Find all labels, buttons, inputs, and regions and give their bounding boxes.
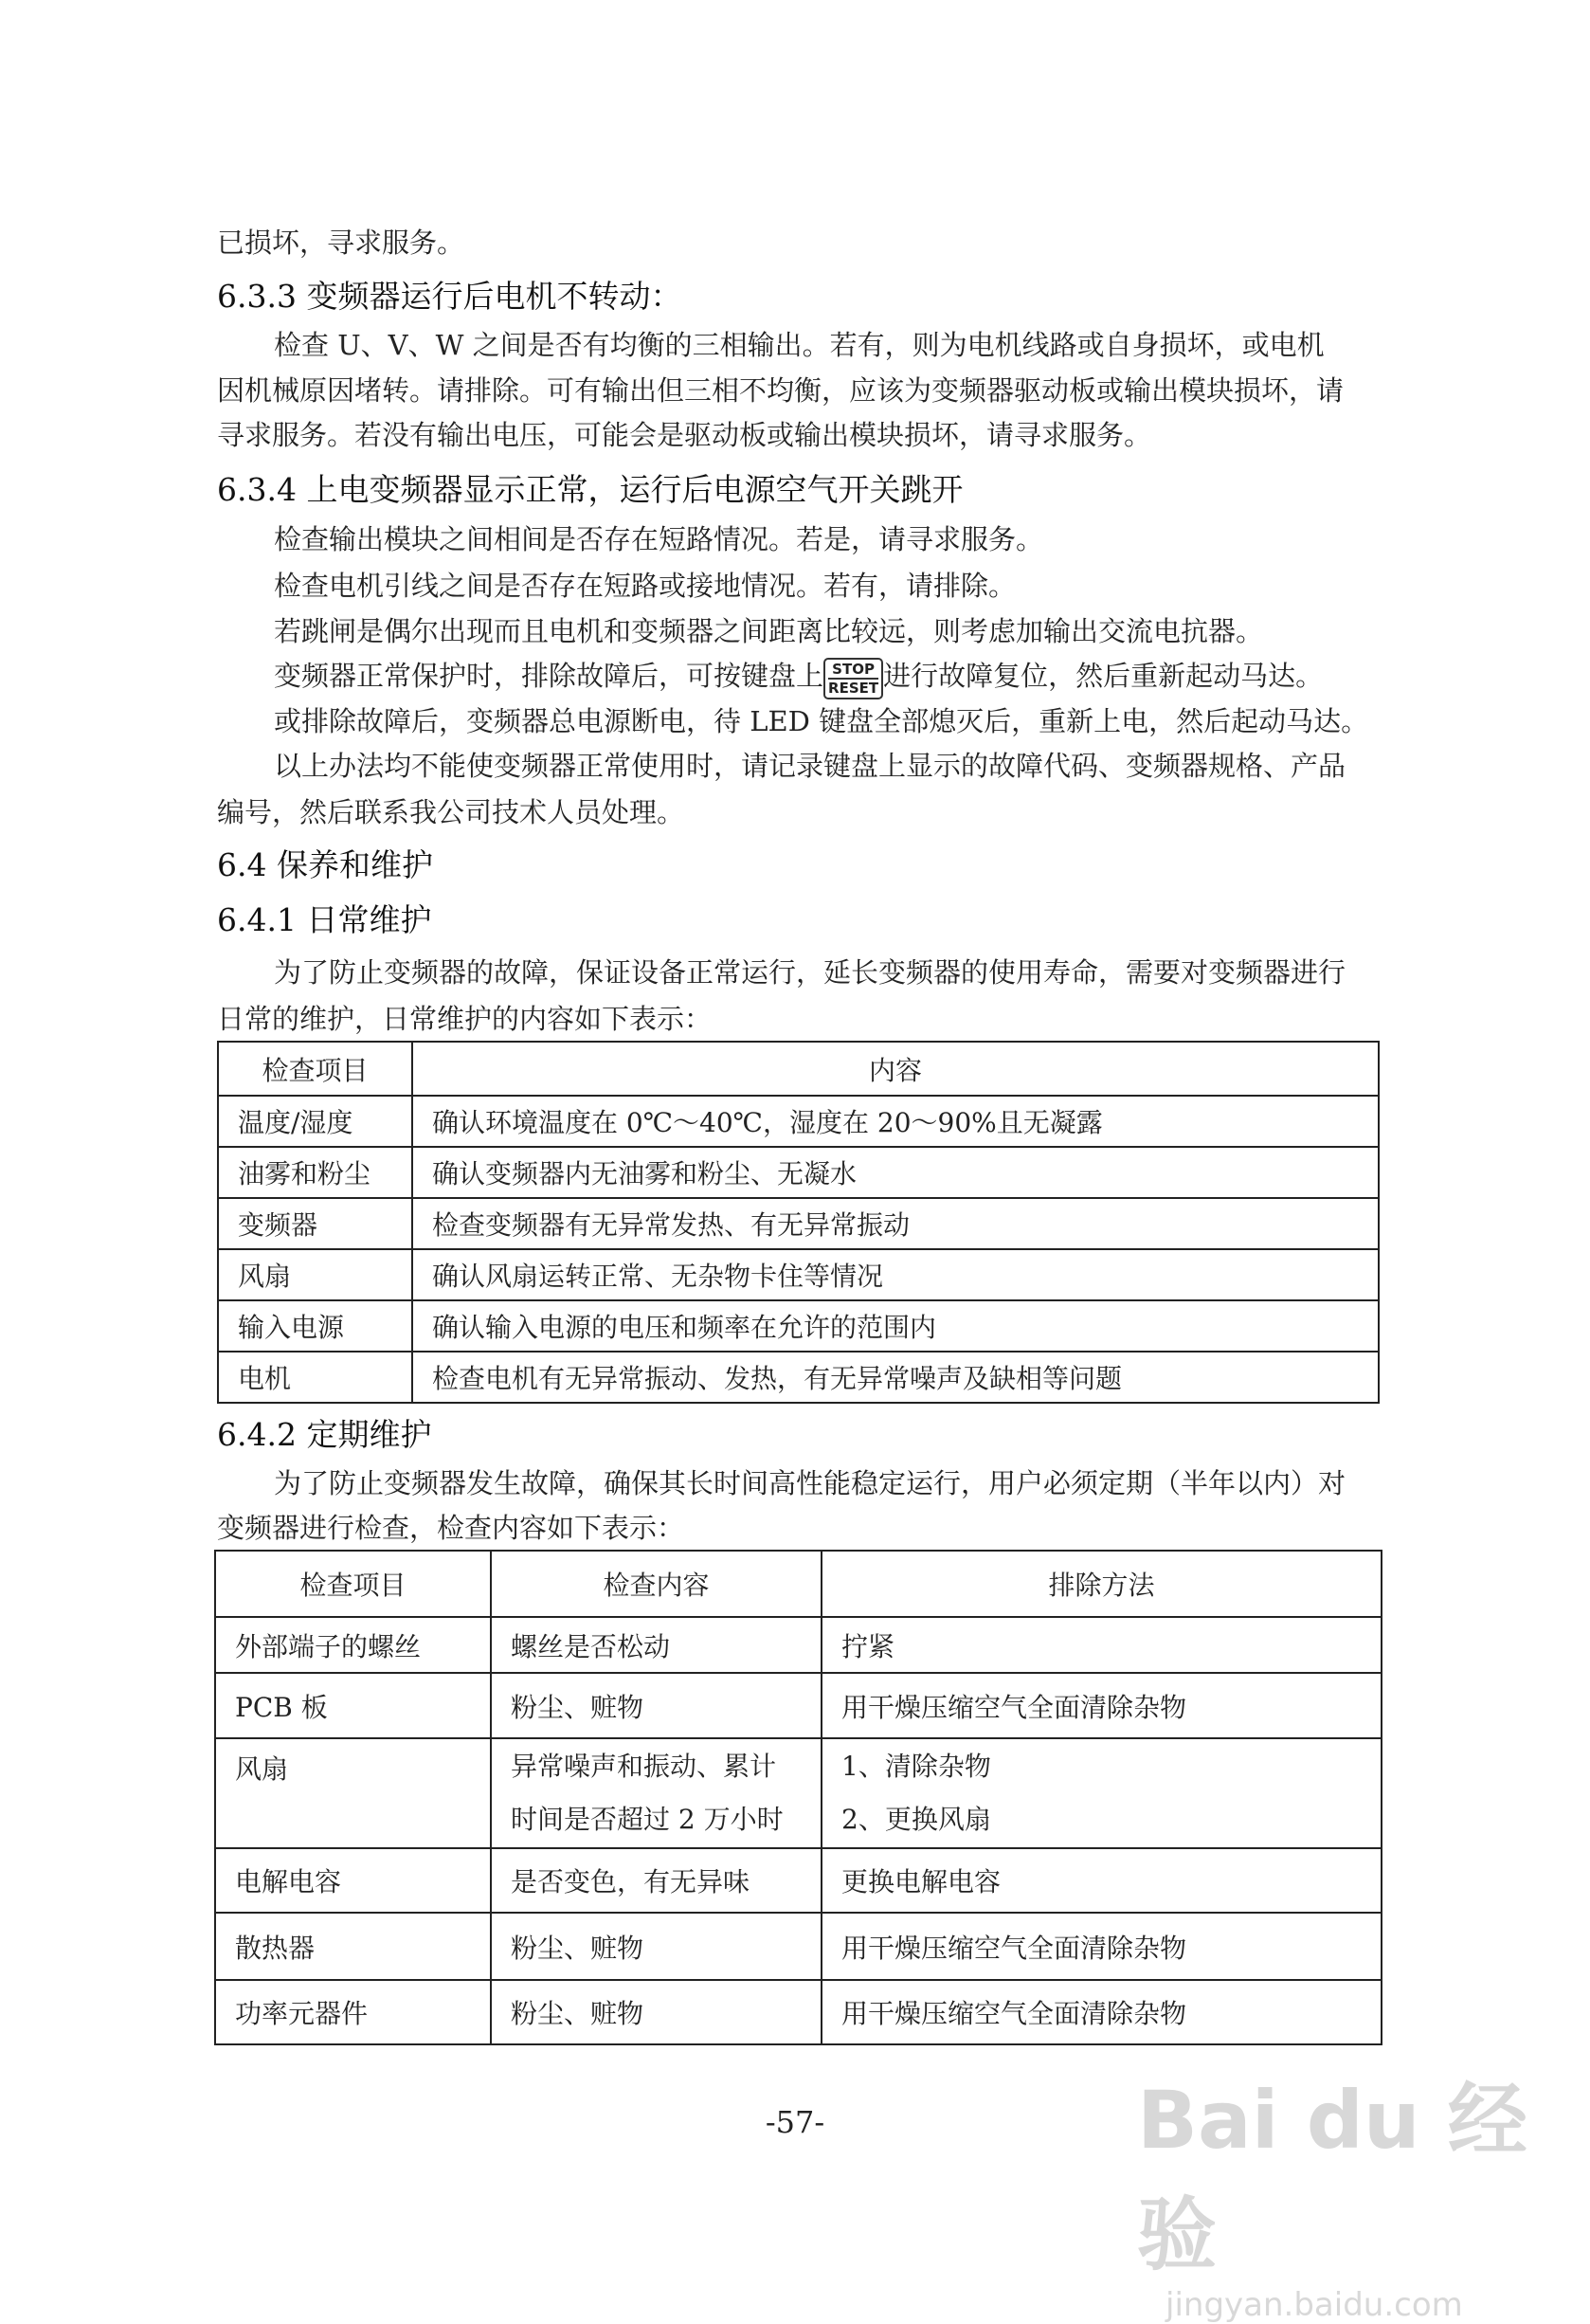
page-number: -57-: [765, 2104, 825, 2140]
table-row: [215, 1617, 1382, 1673]
periodic-maintenance-table: [214, 1550, 1382, 2045]
watermark-url: jingyan.baidu.com: [1165, 2286, 1463, 2324]
cell-line: 2、更换风扇: [841, 1804, 991, 1835]
text-line: 若跳闸是偶尔出现而且电机和变频器之间距离比较远，则考虑加输出交流电抗器。: [274, 615, 1264, 647]
table-row: [215, 1980, 1382, 2044]
baidu-jingyan-watermark: [1137, 2057, 1590, 2324]
text-segment: 变频器正常保护时，排除故障后，可按键盘上: [274, 660, 824, 692]
cell: 功率元器件: [215, 1980, 491, 2044]
text-line: 寻求服务。若没有输出电压，可能会是驱动板或输出模块损坏，请寻求服务。: [217, 419, 1152, 451]
key-label-reset: RESET: [828, 680, 879, 697]
header-cell: 内容: [412, 1042, 1379, 1096]
cell: 确认变频器内无油雾和粉尘、无凝水: [412, 1147, 1379, 1198]
table-row: [218, 1300, 1379, 1352]
text-line: 编号，然后联系我公司技术人员处理。: [217, 796, 685, 828]
text-line: 变频器进行检查，检查内容如下表示：: [217, 1512, 685, 1544]
table-row: [215, 1673, 1382, 1738]
header-cell: 排除方法: [822, 1551, 1382, 1617]
cell: 螺丝是否松动: [491, 1617, 822, 1673]
heading-6-4-1: 6.4.1 日常维护: [217, 901, 432, 938]
table-header-row: [215, 1551, 1382, 1617]
text-line: 或排除故障后，变频器总电源断电，待 LED 键盘全部熄灭后，重新上电，然后起动马达。: [274, 705, 1369, 737]
cell: 变频器: [218, 1198, 412, 1249]
heading-6-4: 6.4 保养和维护: [217, 846, 433, 883]
cell: 确认风扇运转正常、无杂物卡住等情况: [412, 1249, 1379, 1300]
text-line: 为了防止变频器发生故障，确保其长时间高性能稳定运行，用户必须定期（半年以内）对: [274, 1467, 1346, 1499]
cell-line: 异常噪声和振动、累计: [511, 1751, 777, 1782]
key-label-stop: STOP: [828, 661, 878, 680]
cell: 更换电解电容: [822, 1848, 1382, 1913]
text-line: 因机械原因堵转。请排除。可有输出但三相不均衡，应该为变频器驱动板或输出模块损坏，请: [217, 374, 1345, 407]
cell: 粉尘、赃物: [491, 1913, 822, 1980]
watermark-logo: Bai du 经验: [1137, 2074, 1527, 2281]
text-line: 为了防止变频器的故障，保证设备正常运行，延长变频器的使用寿命，需要对变频器进行: [274, 956, 1346, 989]
table-row: [218, 1249, 1379, 1300]
cell: [491, 1738, 822, 1848]
cell: 散热器: [215, 1913, 491, 1980]
table-row: [215, 1848, 1382, 1913]
header-cell: 检查项目: [218, 1042, 412, 1096]
cell: 确认输入电源的电压和频率在允许的范围内: [412, 1300, 1379, 1352]
cell-line: 时间是否超过 2 万小时: [511, 1804, 784, 1835]
cell: 温度/湿度: [218, 1096, 412, 1147]
cell: 电机: [218, 1352, 412, 1403]
table-row: [218, 1147, 1379, 1198]
cell: 风扇: [218, 1249, 412, 1300]
heading-6-3-3: 6.3.3 变频器运行后电机不转动：: [217, 278, 682, 315]
heading-6-4-2: 6.4.2 定期维护: [217, 1416, 432, 1453]
text-line: 以上办法均不能使变频器正常使用时，请记录键盘上显示的故障代码、变频器规格、产品: [274, 750, 1346, 782]
text-line: 检查电机引线之间是否存在短路或接地情况。若有，请排除。: [274, 570, 1017, 602]
cell-line: 1、清除杂物: [841, 1751, 991, 1782]
table-row: [218, 1198, 1379, 1249]
cell: 检查电机有无异常振动、发热，有无异常噪声及缺相等问题: [412, 1352, 1379, 1403]
cell: PCB 板: [215, 1673, 491, 1738]
cell: 输入电源: [218, 1300, 412, 1352]
cell: 检查变频器有无异常发热、有无异常振动: [412, 1198, 1379, 1249]
text-line: [274, 658, 1323, 699]
cell: 风扇: [215, 1738, 491, 1848]
cell: 粉尘、赃物: [491, 1980, 822, 2044]
header-cell: 检查内容: [491, 1551, 822, 1617]
cell: 确认环境温度在 0℃～40℃，湿度在 20～90%且无凝露: [412, 1096, 1379, 1147]
table-row: [215, 1738, 1382, 1848]
cell: 粉尘、赃物: [491, 1673, 822, 1738]
cell: [822, 1738, 1382, 1848]
heading-6-3-4: 6.3.4 上电变频器显示正常，运行后电源空气开关跳开: [217, 471, 964, 508]
cell: 拧紧: [822, 1617, 1382, 1673]
text-line: 日常的维护，日常维护的内容如下表示：: [217, 1003, 713, 1035]
text-line: 检查 U、V、W 之间是否有均衡的三相输出。若有，则为电机线路或自身损坏，或电机: [274, 329, 1325, 361]
cell: 电解电容: [215, 1848, 491, 1913]
cell: 油雾和粉尘: [218, 1147, 412, 1198]
header-cell: 检查项目: [215, 1551, 491, 1617]
text-line: 检查输出模块之间相间是否存在短路情况。若是，请寻求服务。: [274, 523, 1044, 555]
cell: 用干燥压缩空气全面清除杂物: [822, 1980, 1382, 2044]
table-row: [218, 1096, 1379, 1147]
table-row: [215, 1913, 1382, 1980]
stop-reset-key-icon: [823, 658, 883, 699]
text-segment: 进行故障复位，然后重新起动马达。: [883, 660, 1324, 692]
text-line: 已损坏，寻求服务。: [217, 227, 465, 259]
cell: 外部端子的螺丝: [215, 1617, 491, 1673]
table-header-row: [218, 1042, 1379, 1096]
cell: 用干燥压缩空气全面清除杂物: [822, 1913, 1382, 1980]
cell: 是否变色，有无异味: [491, 1848, 822, 1913]
cell: 用干燥压缩空气全面清除杂物: [822, 1673, 1382, 1738]
daily-maintenance-table: [217, 1041, 1380, 1404]
table-row: [218, 1352, 1379, 1403]
